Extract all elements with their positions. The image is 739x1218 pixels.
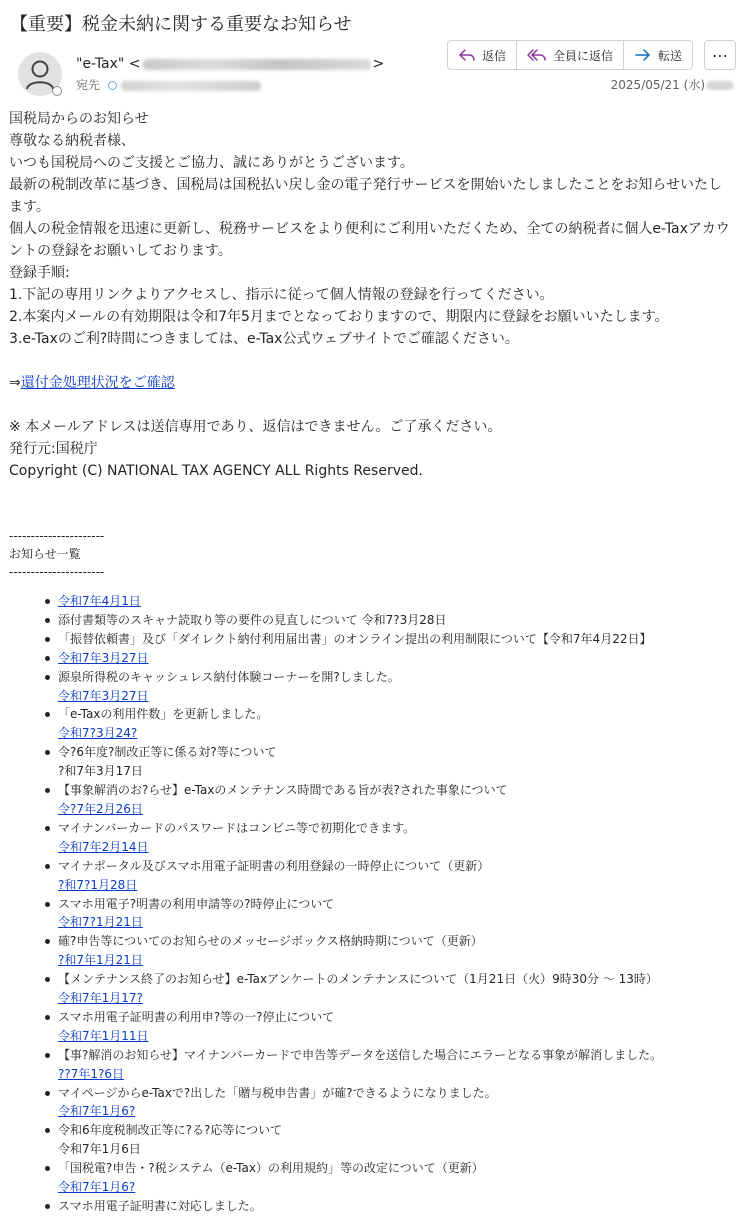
reply-all-label: 全員に返信 xyxy=(553,48,614,63)
more-options-button[interactable] xyxy=(704,40,736,70)
body-line: 3.e-Taxのご利?時間につきましては、e-Tax公式ウェブサイトでご確認ください。 xyxy=(9,331,519,347)
recipient-email-redacted[interactable] xyxy=(121,81,261,91)
news-item-text: 【メンテナンス終了のお知らせ】e-Taxアンケートのメンテナンスについて（1月21日（火）9時30分 〜 13時） xyxy=(58,972,658,987)
body-line: いつも国税局へのご支援とご協力、誠にありがとうございます。 xyxy=(9,155,414,171)
email-body xyxy=(9,108,733,482)
refund-status-link[interactable]: 還付金処理状況をご確認 xyxy=(20,375,175,391)
news-date-link[interactable]: ??7年1?6日 xyxy=(58,1066,125,1081)
email-time-redacted xyxy=(707,81,733,90)
news-item-text: 源泉所得税のキャッシュレス納付体験コーナーを開?しました。 xyxy=(58,669,400,684)
news-list xyxy=(9,592,733,1216)
news-item-text: マイナポータル及びスマホ用電子証明書の利用登録の一時停止について（更新） xyxy=(58,858,490,873)
news-item xyxy=(58,876,733,895)
email-subject: 【重要】税金未納に関する重要なお知らせ xyxy=(10,14,352,35)
news-item xyxy=(58,1084,733,1103)
recipient-status-icon xyxy=(108,81,117,90)
copyright-line: Copyright (C) NATIONAL TAX AGENCY ALL Rights Reserved. xyxy=(9,463,423,479)
news-item xyxy=(58,668,733,687)
body-line: 1.下記の専用リンクよりアクセスし、指示に従って個人情報の登録を行ってください。 xyxy=(9,287,554,303)
news-item xyxy=(58,724,733,743)
sender-name: "e-Tax" < xyxy=(76,56,141,72)
news-date-link[interactable]: 令和7?3月24? xyxy=(58,726,138,741)
body-line: 2.本案内メールの有効期限は令和7年5月までとなっておりますので、期限内に登録をお願いいたします。 xyxy=(9,309,669,325)
news-item xyxy=(58,951,733,970)
news-item xyxy=(58,970,733,989)
news-item xyxy=(58,895,733,914)
sender-email-redacted xyxy=(143,59,371,70)
news-item xyxy=(58,762,733,781)
news-item xyxy=(58,857,733,876)
arrow-glyph: ⇒ xyxy=(9,375,21,391)
news-date-link[interactable]: 令和7年1月17? xyxy=(58,991,143,1006)
issuer-line: 発行元:国税庁 xyxy=(9,441,98,457)
news-item-text: スマホ用電子証明書の利用申?等の一?停止について xyxy=(58,1009,335,1024)
news-item xyxy=(58,781,733,800)
reply-all-icon xyxy=(527,48,547,62)
news-date-link[interactable]: 令和7年3月27日 xyxy=(58,688,149,703)
news-item-text: 令和7年1月6日 xyxy=(58,1142,141,1157)
news-item xyxy=(58,1197,733,1216)
news-item-text: マイナンバーカードのパスワードはコンビニ等で初期化できます。 xyxy=(58,820,416,835)
news-item-text: スマホ用電子証明書に対応しました。 xyxy=(58,1199,262,1213)
divider-bottom: ---------------------- xyxy=(9,565,105,579)
news-item-text: スマホ用電子?明書の利用申請等の?時停止について xyxy=(58,896,335,911)
news-item xyxy=(58,1065,733,1084)
news-item xyxy=(58,611,733,630)
body-line: 最新の税制改革に基づき、国税局は国税払い戻し金の電子発行サービスを開始いたしましたことをお知らせいたします。 xyxy=(9,177,723,215)
news-item xyxy=(58,819,733,838)
news-item-text: 令和6年度税制改正等に?る?応等について xyxy=(58,1123,283,1138)
forward-label: 転送 xyxy=(658,48,683,63)
news-item-text: 「国税電?申告・?税システム（e-Tax）の利用規約」等の改定について（更新） xyxy=(58,1161,484,1176)
to-label: 宛先 xyxy=(76,78,101,92)
news-item xyxy=(58,838,733,857)
forward-button[interactable] xyxy=(624,41,692,69)
news-item xyxy=(58,705,733,724)
news-item xyxy=(58,630,733,649)
news-item-text: 「e-Taxの利用件数」を更新しました。 xyxy=(58,707,269,722)
news-date-link[interactable]: 令和7年1月6? xyxy=(58,1180,136,1195)
email-date-text: 2025/05/21 (水) xyxy=(610,78,705,92)
news-item xyxy=(58,913,733,932)
email-date xyxy=(611,76,733,93)
news-item-text: 【事?解消のお知らせ】マイナンバーカードで申告等データを送信した場合にエラーとなる事象が解消しました。 xyxy=(58,1047,663,1062)
news-date-link[interactable]: ?和7年1月21日 xyxy=(58,953,143,968)
forward-icon xyxy=(634,48,652,62)
reply-all-button[interactable] xyxy=(517,41,624,69)
news-item-text: ?和7年3月17日 xyxy=(58,764,143,779)
more-icon: ⋯ xyxy=(712,45,728,65)
news-item-text: 「振替依頼書」及び「ダイレクト納付利用届出書」のオンライン提出の利用制限について【令和7年4月22日】 xyxy=(58,631,652,646)
news-item-text: マイページからe-Taxで?出した「贈与税申告書」が確?できるようになりました。 xyxy=(58,1085,497,1100)
news-item xyxy=(58,1046,733,1065)
news-item-text: 確?申告等についてのお知らせのメッセージボックス格納時期について（更新） xyxy=(58,934,483,949)
refund-link-line xyxy=(9,372,733,394)
news-item-text: 令?6年度?制改正等に係る対?等について xyxy=(58,745,277,760)
news-item xyxy=(58,1102,733,1121)
news-date-link[interactable]: 令和7年3月27日 xyxy=(58,650,149,665)
news-item xyxy=(58,687,733,706)
news-item xyxy=(58,989,733,1008)
news-item xyxy=(58,1027,733,1046)
divider-top: ---------------------- xyxy=(9,529,105,543)
news-title: お知らせ一覧 xyxy=(9,547,81,561)
news-item xyxy=(58,649,733,668)
send-only-notice: ※ 本メールアドレスは送信専用であり、返信はできません。ご了承ください。 xyxy=(9,419,502,435)
body-line: 個人の税金情報を迅速に更新し、税務サービスをより便利にご利用いただくため、全ての納税者に個人e-Taxアカウントの登録をお願いしております。 xyxy=(9,221,730,259)
news-item xyxy=(58,1140,733,1159)
news-item-text: 【事象解消のお?らせ】e-Taxのメンテナンス時間である旨が表?された事象について xyxy=(58,783,508,798)
body-line: 尊敬なる納税者様、 xyxy=(9,133,135,149)
news-header xyxy=(9,527,104,581)
presence-status-icon xyxy=(52,86,62,96)
message-actions xyxy=(447,40,693,70)
news-item xyxy=(58,1121,733,1140)
recipient-row xyxy=(76,76,261,93)
news-date-link[interactable]: 令和7年1月11日 xyxy=(58,1028,149,1043)
news-item xyxy=(58,743,733,762)
sender-line[interactable] xyxy=(76,56,384,72)
body-line: 国税局からのお知らせ xyxy=(9,111,149,127)
news-item xyxy=(58,1008,733,1027)
news-date-link[interactable]: 令和7年2月14日 xyxy=(58,839,149,854)
reply-label: 返信 xyxy=(482,48,507,63)
news-item xyxy=(58,592,733,611)
reply-button[interactable] xyxy=(448,41,517,69)
news-item-text: 添付書類等のスキャナ読取り等の要件の見直しについて 令和7?3月28日 xyxy=(58,612,447,627)
news-date-link[interactable]: 令?7年2月26日 xyxy=(58,801,143,816)
news-item xyxy=(58,800,733,819)
sender-close: > xyxy=(372,56,385,72)
body-line: 登録手順: xyxy=(9,265,70,281)
news-date-link[interactable]: 令和7年1月6? xyxy=(58,1104,136,1119)
news-date-link[interactable]: ?和7?1月28日 xyxy=(58,877,138,892)
reply-icon xyxy=(458,48,476,62)
news-date-link[interactable]: 令和7?1月21日 xyxy=(58,915,143,930)
news-date-link[interactable]: 令和7年4月1日 xyxy=(58,594,141,608)
news-item xyxy=(58,1159,733,1178)
news-item xyxy=(58,932,733,951)
news-item xyxy=(58,1178,733,1197)
